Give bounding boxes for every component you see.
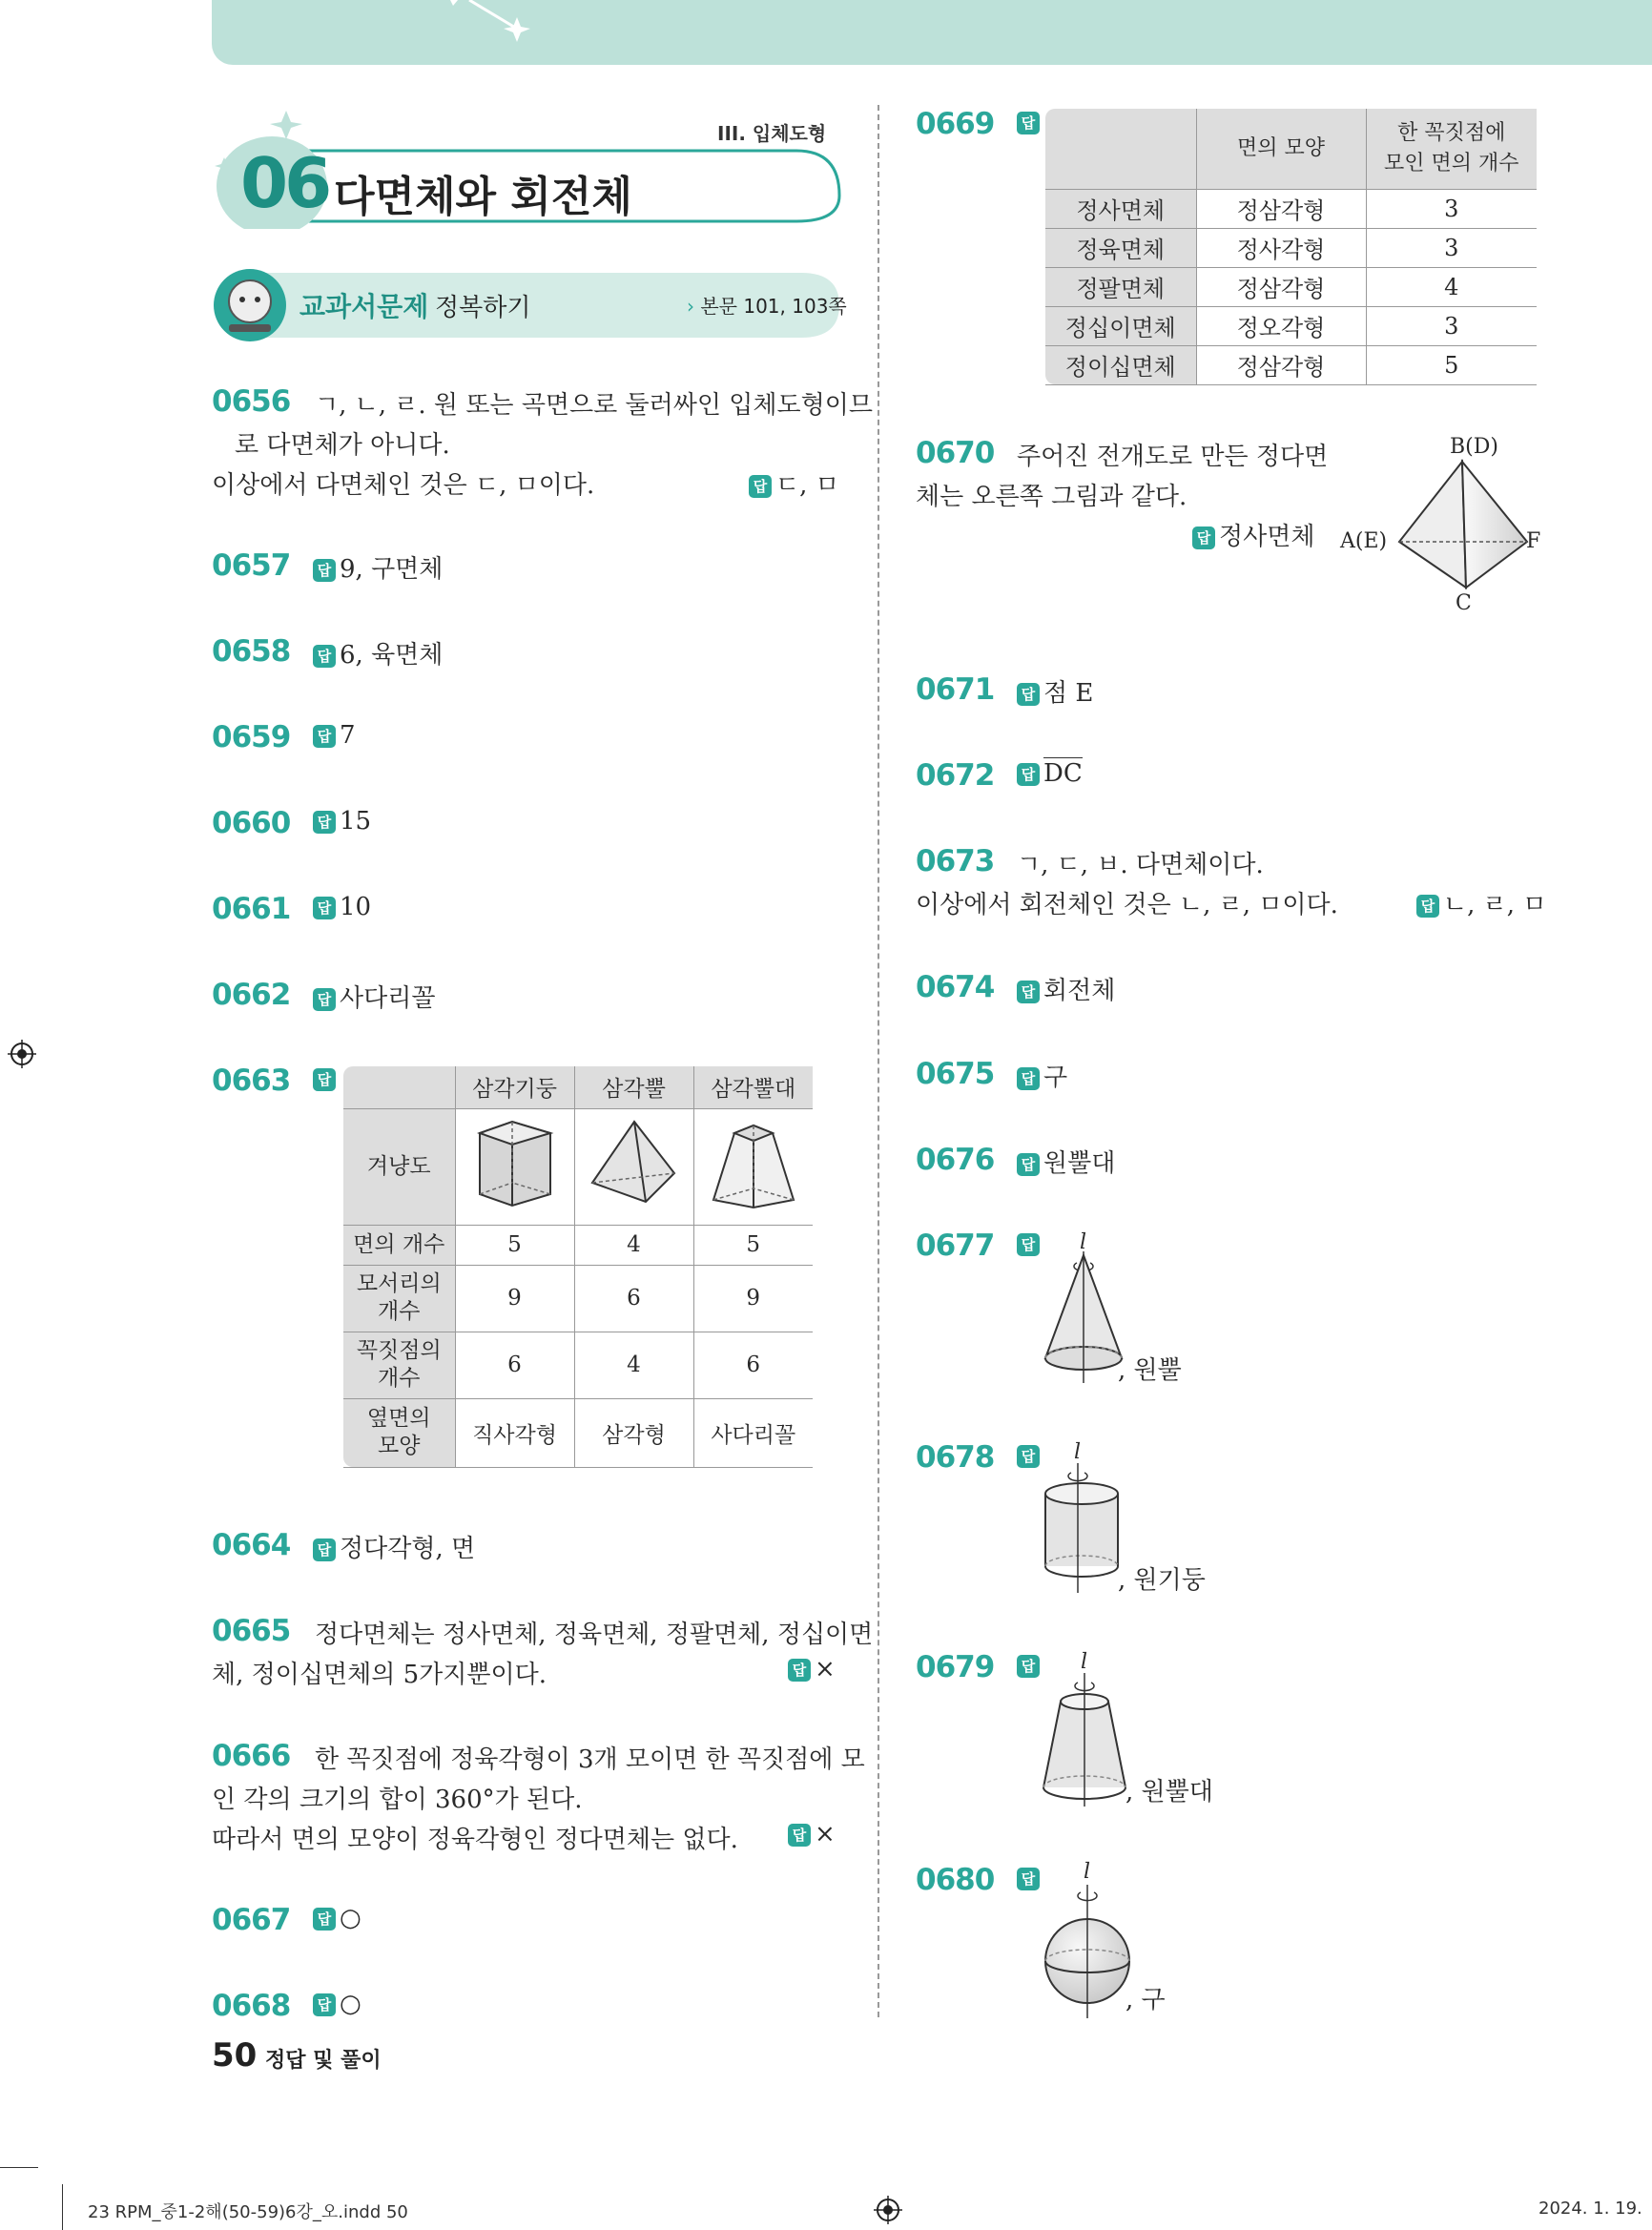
answer-badge-icon: 답	[313, 811, 336, 834]
problem-number: 0666	[212, 1739, 291, 1773]
subheader-ref: › 본문 101, 103쪽	[687, 295, 847, 318]
header-line: 모인 면의 개수	[1384, 151, 1519, 176]
problem-number: 0661	[212, 892, 291, 926]
answer-text: 회전체	[1043, 977, 1116, 1005]
problem-number: 0664	[212, 1528, 291, 1562]
problem-number: 0663	[212, 1063, 291, 1098]
answer-badge-icon: 답	[1017, 1868, 1040, 1890]
answer-badge-icon: 답	[313, 1908, 336, 1931]
vertex-label: A(E)	[1340, 529, 1388, 553]
answer-badge-icon: 답	[788, 1824, 811, 1847]
solution-line: 로 다면체가 아니다.	[235, 431, 450, 460]
problem-number: 0675	[916, 1057, 995, 1091]
triangular-pyramid-icon	[587, 1116, 682, 1211]
table-cell: 정삼각형	[1196, 189, 1366, 228]
solution-line: 체, 정이십면체의 5가지뿐이다.	[212, 1661, 547, 1689]
problem-number: 0659	[212, 720, 291, 754]
problem-number: 0665	[212, 1614, 291, 1648]
answer-text: , 구	[1125, 1986, 1166, 2014]
problem-number: 0670	[916, 436, 995, 470]
answer-badge-icon: 답	[1017, 1233, 1040, 1256]
answer-text: ○	[340, 1990, 361, 2018]
table-cell: 5	[455, 1225, 574, 1265]
answer	[313, 1064, 340, 1093]
table-header	[1366, 109, 1537, 189]
answer-text: DC	[1043, 759, 1083, 788]
answer	[1017, 1058, 1067, 1093]
table-header: 삼각뿔	[574, 1066, 693, 1108]
solution-line: 주어진 전개도로 만든 정다면	[1017, 443, 1329, 471]
table-cell: 6	[574, 1265, 693, 1332]
table-cell: 5	[1366, 345, 1537, 384]
top-decorative-band	[212, 0, 1652, 65]
answer-badge-icon: 답	[1017, 763, 1040, 786]
row-header-line: 꼭짓점의	[356, 1338, 442, 1363]
table-cell: 정사각형	[1196, 228, 1366, 267]
answer	[788, 1820, 836, 1848]
answer-text: ×	[815, 1820, 836, 1848]
answer-text: 사다리꼴	[340, 984, 436, 1013]
table-row	[1045, 306, 1537, 345]
solution-line: ㄱ, ㄷ, ㅂ. 다면체이다.	[1017, 851, 1264, 879]
problem-number: 0679	[916, 1650, 995, 1684]
table-row-header: 정십이면체	[1045, 306, 1196, 345]
chapter-title: 다면체와 회전체	[334, 173, 632, 221]
answer	[1192, 517, 1314, 552]
answer	[1017, 971, 1115, 1006]
footer-date: 2024. 1. 19.	[1538, 2199, 1642, 2219]
prism-sketch	[455, 1108, 574, 1225]
triangular-frustum-icon	[706, 1116, 801, 1211]
tetrahedron-figure	[1397, 458, 1550, 591]
table-cell: 3	[1366, 228, 1537, 267]
table-cell: 9	[455, 1265, 574, 1332]
table-cell: 4	[574, 1225, 693, 1265]
table-cell: 6	[693, 1332, 813, 1398]
answer-text: 정다각형, 면	[340, 1535, 476, 1563]
table-cell: 직사각형	[455, 1398, 574, 1467]
answer-text: ㄴ, ㄹ, ㅁ	[1443, 891, 1547, 919]
answer	[1416, 885, 1546, 920]
answer-badge-icon: 답	[1416, 895, 1439, 918]
table-cell: 정오각형	[1196, 306, 1366, 345]
registration-mark-icon	[8, 1040, 36, 1068]
solution-line: 이상에서 다면체인 것은 ㄷ, ㅁ이다.	[212, 471, 595, 500]
vertex-label: C	[1456, 591, 1472, 615]
footer-file: 23 RPM_중1-2해(50-59)6강_오.indd 50	[88, 2202, 408, 2222]
table-row	[1045, 267, 1537, 306]
crop-mark	[0, 2167, 38, 2168]
answer	[313, 549, 443, 585]
problem-number: 0672	[916, 758, 995, 793]
answer-badge-icon: 답	[313, 1993, 336, 2016]
problem-number: 0676	[916, 1143, 995, 1177]
header-line: 한 꼭짓점에	[1397, 120, 1506, 145]
answer-badge-icon: 답	[313, 559, 336, 582]
answer-text: 10	[340, 893, 372, 921]
page-label: 정답 및 풀이	[265, 2049, 382, 2073]
table-row-header	[343, 1265, 455, 1332]
answer	[1017, 759, 1083, 788]
table-cell: 사다리꼴	[693, 1398, 813, 1467]
triangular-prism-icon	[472, 1116, 558, 1211]
problem-number: 0668	[212, 1989, 291, 2023]
subheader-title-b: 정복하기	[435, 294, 531, 322]
answer-badge-icon: 답	[313, 725, 336, 748]
problem-number: 0673	[916, 844, 995, 878]
solution-line: 이상에서 회전체인 것은 ㄴ, ㄹ, ㅁ이다.	[916, 891, 1338, 919]
table-row-header: 정사면체	[1045, 189, 1196, 228]
row-header-line: 개수	[378, 1366, 421, 1391]
answer-badge-icon: 답	[1017, 112, 1040, 134]
answer	[313, 635, 443, 671]
table-header: 삼각기둥	[455, 1066, 574, 1108]
answer	[313, 893, 371, 921]
answer	[313, 979, 435, 1014]
answer-badge-icon: 답	[1017, 981, 1040, 1003]
solution-line: 인 각의 크기의 합이 360°가 된다.	[212, 1786, 583, 1814]
problem-number: 0671	[916, 672, 995, 707]
table-cell: 4	[1366, 267, 1537, 306]
answer-text: 9, 구면체	[340, 555, 444, 584]
answer-badge-icon: 답	[313, 645, 336, 668]
table-row	[1045, 228, 1537, 267]
problem-number: 0658	[212, 634, 291, 669]
answer	[1017, 673, 1093, 709]
answer-badge-icon: 답	[313, 1538, 336, 1561]
answer-text: 6, 육면체	[340, 641, 444, 670]
answer-text: , 원뿔대	[1125, 1778, 1213, 1807]
row-header-line: 개수	[378, 1299, 421, 1324]
answer	[313, 807, 371, 836]
answer-text: 원뿔대	[1043, 1149, 1116, 1178]
vertex-label: B(D)	[1450, 435, 1498, 459]
table-cell: 6	[455, 1332, 574, 1398]
table-row-header	[343, 1332, 455, 1398]
answer	[1017, 1144, 1115, 1179]
answer-text: 정사면체	[1219, 523, 1315, 551]
answer	[313, 1990, 361, 2018]
answer-badge-icon: 답	[788, 1659, 811, 1682]
answer-text: 구	[1043, 1063, 1068, 1092]
solution-line: 따라서 면의 모양이 정육각형인 정다면체는 없다.	[212, 1826, 738, 1854]
problem-number: 0667	[212, 1903, 291, 1937]
table-cell: 4	[574, 1332, 693, 1398]
table-cell: 3	[1366, 189, 1537, 228]
answer-badge-icon: 답	[1192, 527, 1215, 549]
registration-mark-icon	[874, 2196, 902, 2224]
answer-badge-icon: 답	[313, 897, 336, 919]
row-header-line: 옆면의	[366, 1406, 431, 1431]
table-body	[1045, 189, 1537, 384]
answer-text: 15	[340, 807, 372, 836]
answer-text: ×	[815, 1655, 836, 1683]
problem-number: 0674	[916, 970, 995, 1004]
problem-number: 0680	[916, 1863, 995, 1897]
table-header: 면의 모양	[1196, 109, 1366, 189]
star-decoration-icon	[383, 0, 670, 65]
table-row-header	[343, 1398, 455, 1467]
answer	[1017, 108, 1043, 136]
axis-label: l	[1080, 1230, 1087, 1254]
frustum-sketch	[693, 1108, 813, 1225]
answer-text: 7	[340, 721, 356, 750]
answer-text: ㄷ, ㅁ	[775, 471, 839, 500]
table-cell: 정삼각형	[1196, 345, 1366, 384]
answer-text: 점 E	[1043, 679, 1094, 708]
answer-badge-icon: 답	[313, 1068, 336, 1091]
section-label: III. 입체도형	[717, 122, 827, 145]
table-row	[1045, 345, 1537, 384]
problem-number: 0660	[212, 806, 291, 840]
crop-mark	[62, 2184, 63, 2230]
axis-label: l	[1084, 1860, 1091, 1884]
axis-label: l	[1074, 1440, 1082, 1464]
polyhedron-table	[343, 1066, 813, 1468]
answer-badge-icon: 답	[1017, 1067, 1040, 1090]
table-cell: 3	[1366, 306, 1537, 345]
answer	[749, 465, 839, 501]
table-header: 삼각뿔대	[693, 1066, 813, 1108]
problem-number: 0656	[212, 384, 291, 419]
vertex-label: F	[1526, 529, 1541, 553]
chapter-number: 06	[240, 143, 329, 223]
table-cell: 정삼각형	[1196, 267, 1366, 306]
row-header-line: 모양	[378, 1434, 421, 1458]
answer-badge-icon: 답	[313, 988, 336, 1011]
answer-badge-icon: 답	[1017, 1655, 1040, 1678]
table-cell: 5	[693, 1225, 813, 1265]
row-header-line: 모서리의	[356, 1271, 442, 1296]
pyramid-sketch	[574, 1108, 693, 1225]
regular-polyhedra-table	[1045, 109, 1537, 385]
problem-number: 0657	[212, 548, 291, 583]
solution-line: 정다면체는 정사면체, 정육면체, 정팔면체, 정십이면	[315, 1621, 874, 1649]
table-row-header: 겨냥도	[343, 1108, 455, 1225]
problem-number: 0677	[916, 1229, 995, 1263]
table-row	[1045, 189, 1537, 228]
subheader-ref-text: 본문 101, 103쪽	[700, 295, 847, 318]
answer-text: , 원기둥	[1118, 1566, 1206, 1595]
answer-badge-icon: 답	[749, 475, 772, 498]
page-number: 50	[212, 2036, 258, 2075]
answer-text: ○	[340, 1904, 361, 1932]
answer-text: , 원뿔	[1118, 1356, 1182, 1385]
table-corner-cell	[1045, 109, 1196, 189]
table-row-header: 정이십면체	[1045, 345, 1196, 384]
answer	[313, 1904, 361, 1932]
table-cell: 9	[693, 1265, 813, 1332]
table-cell: 삼각형	[574, 1398, 693, 1467]
column-divider	[878, 105, 879, 2017]
answer	[313, 1529, 475, 1564]
table-corner-cell	[343, 1066, 455, 1108]
axis-label: l	[1081, 1650, 1088, 1674]
table-row-header: 면의 개수	[343, 1225, 455, 1265]
answer-badge-icon: 답	[1017, 1153, 1040, 1176]
solution-line: 한 꼭짓점에 정육각형이 3개 모이면 한 꼭짓점에 모	[315, 1745, 865, 1774]
table-row-header: 정육면체	[1045, 228, 1196, 267]
answer-badge-icon: 답	[1017, 683, 1040, 706]
problem-number: 0678	[916, 1440, 995, 1475]
answer	[313, 721, 356, 750]
answer	[788, 1655, 836, 1683]
subheader-title-a: 교과서문제	[299, 291, 429, 322]
solution-line: ㄱ, ㄴ, ㄹ. 원 또는 곡면으로 둘러싸인 입체도형이므	[315, 391, 873, 420]
solution-line: 체는 오른쪽 그림과 같다.	[916, 483, 1187, 511]
problem-number: 0669	[916, 107, 995, 141]
answer-badge-icon: 답	[1017, 1445, 1040, 1468]
table-row-header: 정팔면체	[1045, 267, 1196, 306]
problem-number: 0662	[212, 978, 291, 1012]
